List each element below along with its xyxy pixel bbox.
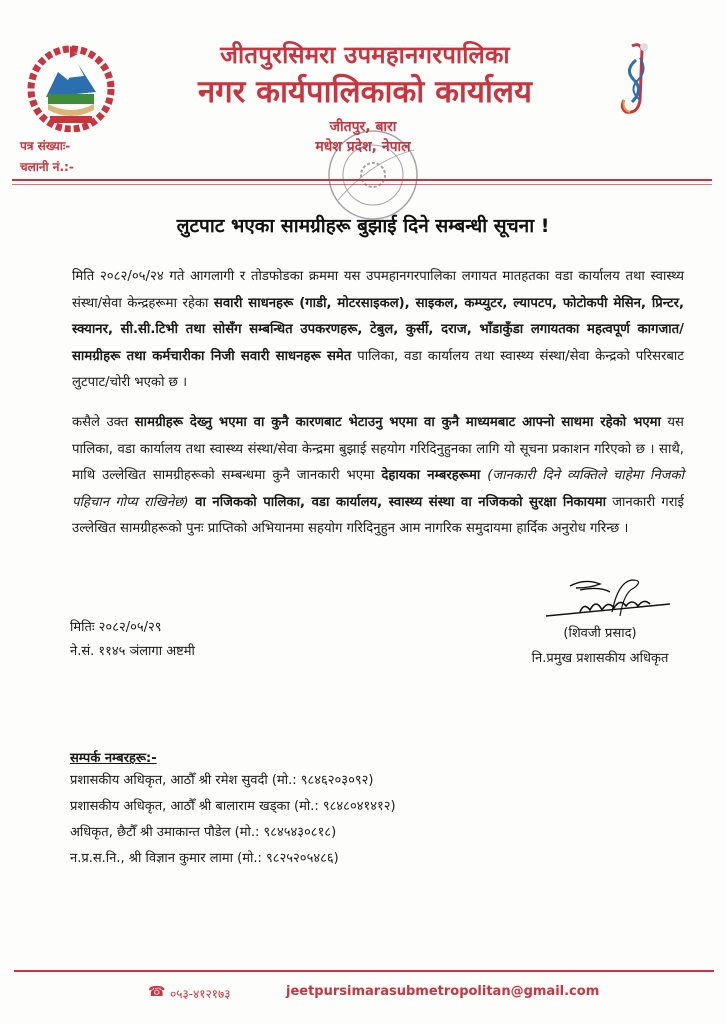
text-run: कसैले उक्त [72,415,135,430]
text-run: पालिका, वडा कार्यालय तथा स्वास्थ्य संस्था/सेवा केन्द्रको परिसरबाट लुटपाट/चोरी भएको छ । [72,348,684,390]
nepal-sambat-date: ने.सं. ११४५ ञंलागा अष्टमी [70,644,195,659]
text-run: यस पालिका, वडा कार्यालय तथा स्वास्थ्य संस्था/सेवा केन्द्रमा बुझाई सहयोग गरिदिनुहुनका लागि यो सूचना प्रकाशन गरिएको छ । साथै, माथि उल्लेखित सामग्रीहरूको सम्बन्धमा कुनै जानकारी भएमा [72,415,684,483]
notice-paragraph-1 [72,264,684,397]
text-run: देहायका नम्बरहरूमा [381,468,481,483]
signature [540,576,680,624]
text-run: (जानकारी दिने व्यक्तिले चाहेमा निजको पहिचान गोप्य राखिनेछ) [72,468,684,510]
footer-phone: ०५३-४१२१७३ [170,987,231,1001]
contacts-heading: सम्पर्क नम्बरहरू:- [70,751,157,766]
org-name: जीतपुरसिमरा उपमहानगरपालिका [220,41,510,69]
footer-email[interactable]: jeetpursimarasubmetropolitan@gmail.com [286,984,600,999]
contact-item: न.प्र.स.नि., श्री विज्ञान कुमार लामा (मो.: ९८२५२०५४८६) [70,851,339,866]
text-run: वा नजिकको पालिका, वडा कार्यालय, स्वास्थ्य संस्था वा नजिकको सुरक्षा निकायमा [188,494,607,510]
issue-date: मितिः २०८२/०५/२९ [70,620,162,635]
text-run: सामग्रीहरू देख्नु भएमा वा कुनै कारणबाट भेटाउनु भएमा वा कुनै माध्यमबाट आफ्नो साथमा रहेको भएमा [134,415,661,430]
address-line-2: मधेश प्रदेश, नेपाल [315,139,411,155]
footer-divider [14,970,714,972]
dispatch-number-label: चलानी नं.:- [20,160,74,174]
text-run: मिति २०८२/०५/२४ गते आगलागी र तोडफोडका क्रममा यस उपमहानगरपालिका लगायत मातहतका वडा कार्यालय तथा स्वास्थ्य संस्था/सेवा केन्द्रहरूमा रहेका [72,269,684,311]
contact-item: प्रशासकीय अधिकृत, आठौँ श्री बालाराम खड्का (मो.: ९८४८०४१४१२) [70,799,396,814]
telephone-icon: ☎ [148,984,166,1000]
signer-title: नि.प्रमुख प्रशासकीय अधिकृत [531,651,669,666]
contact-item: प्रशासकीय अधिकृत, आठौँ श्री रमेश सुवदी (मो.: ९८४६२०३०९२) [70,773,374,788]
notice-title: लुटपाट भएका सामग्रीहरू बुझाई दिने सम्बन्धी सूचना ! [176,215,550,237]
contact-item: अधिकृत, छैटौँ श्री उमाकान्त पौडेल (मो.: ९८४५४३०८१८) [70,825,337,840]
notice-paragraph-2 [72,410,684,543]
letter-number-label: पत्र संख्याः- [20,139,71,153]
text-run: जानकारी गराई उल्लेखित सामग्रीहरूको पुनः प्राप्तिको अभियानमा सहयोग गरिदिनुहुन आम नागरिक समुदायमा हार्दिक अनुरोध गरिन्छ । [72,494,684,536]
office-name: नगर कार्यपालिकाको कार्यालय [198,74,532,110]
text-run: सवारी साधनहरू (गाडी, मोटरसाइकल), साइकल, कम्प्युटर, ल्यापटप, फोटोकपी मेसिन, प्रिन्टर, स्क्यानर, सी.सी.टिभी तथा सोसँग सम्बन्धित उपकरणहरू, टेबुल, कुर्सी, दराज, भाँडाकुँडा लगायतका महत्वपूर्ण कागजात/सामग्रीहरू तथा कर्मचारीका निजी सवारी साधनहरू समेत [72,295,685,364]
signer-name: (शिवजी प्रसाद) [563,626,637,641]
address-line-1: जीतपुर, बारा [329,119,397,135]
